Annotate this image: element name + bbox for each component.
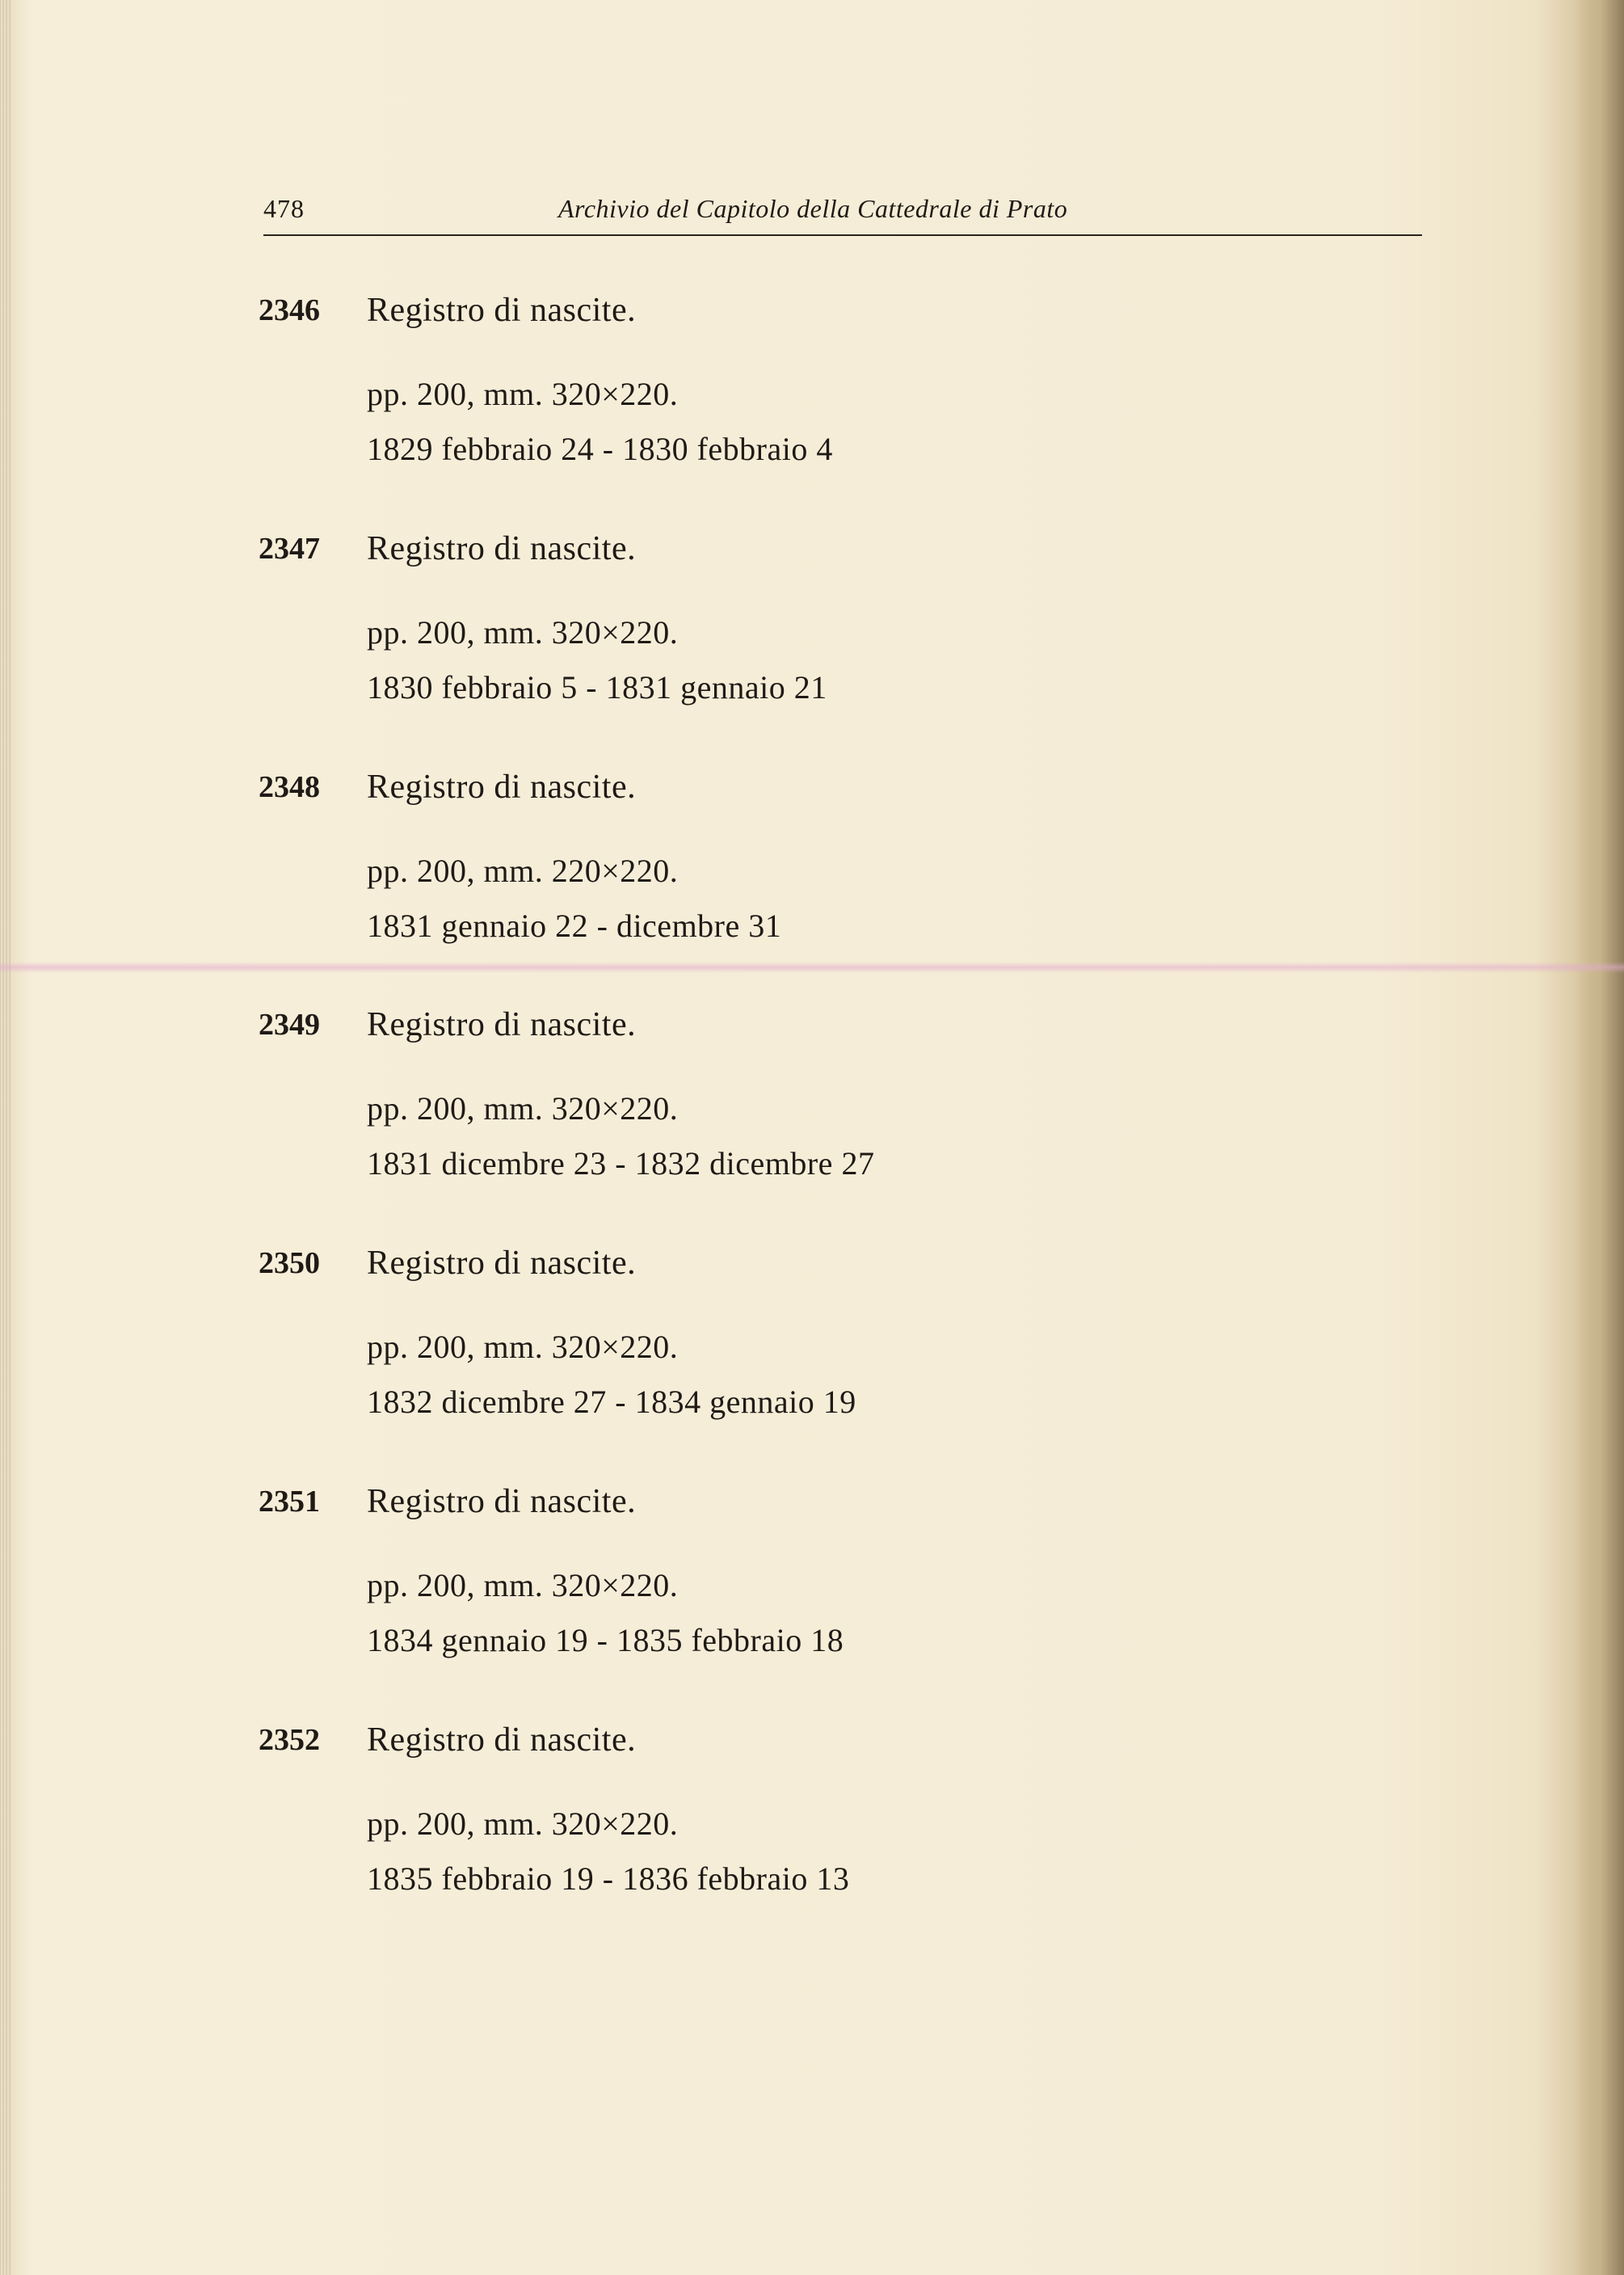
entry-description: pp. 200, mm. 320×220. (367, 1090, 679, 1127)
entry-number: 2349 (259, 1008, 320, 1042)
binding-edge (0, 0, 11, 2275)
page-number: 478 (263, 194, 305, 223)
catalog-entry (259, 293, 1067, 503)
running-head (263, 194, 1422, 236)
entry-number: 2351 (259, 1485, 320, 1519)
catalog-entry (259, 1007, 1067, 1217)
catalog-entry (259, 1245, 1067, 1456)
entry-title: Registro di nascite. (367, 1483, 637, 1520)
entry-number: 2348 (259, 770, 320, 804)
entry-number: 2347 (259, 532, 320, 566)
entry-number: 2346 (259, 293, 320, 327)
entry-description: pp. 200, mm. 320×220. (367, 1329, 679, 1365)
entry-dates: 1829 febbraio 24 - 1830 febbraio 4 (367, 431, 833, 467)
entry-description: pp. 200, mm. 220×220. (367, 853, 679, 889)
entry-description: pp. 200, mm. 320×220. (367, 1805, 679, 1842)
entry-title: Registro di nascite. (367, 1721, 637, 1759)
header-rule (263, 234, 1422, 236)
catalog-entry (259, 769, 1067, 980)
entry-dates: 1834 gennaio 19 - 1835 febbraio 18 (367, 1622, 844, 1658)
page-right-edge (1576, 0, 1624, 2275)
entry-number: 2350 (259, 1246, 320, 1280)
catalog-entry (259, 531, 1067, 741)
entry-title: Registro di nascite. (367, 1006, 637, 1043)
entry-title: Registro di nascite. (367, 292, 637, 329)
entry-title: Registro di nascite. (367, 530, 637, 567)
entry-dates: 1831 dicembre 23 - 1832 dicembre 27 (367, 1145, 875, 1182)
entry-number: 2352 (259, 1723, 320, 1757)
entry-description: pp. 200, mm. 320×220. (367, 376, 679, 412)
entry-dates: 1831 gennaio 22 - dicembre 31 (367, 908, 782, 944)
entry-title: Registro di nascite. (367, 1245, 637, 1282)
entry-dates: 1835 febbraio 19 - 1836 febbraio 13 (367, 1860, 850, 1897)
entry-title: Registro di nascite. (367, 769, 637, 806)
entry-description: pp. 200, mm. 320×220. (367, 1567, 679, 1603)
entry-description: pp. 200, mm. 320×220. (367, 614, 679, 651)
catalog-entry (259, 1722, 1067, 1932)
catalog-entry (259, 1484, 1067, 1694)
entry-dates: 1832 dicembre 27 - 1834 gennaio 19 (367, 1384, 856, 1420)
running-title: Archivio del Capitolo della Cattedrale di Prato (558, 194, 1068, 223)
entry-dates: 1830 febbraio 5 - 1831 gennaio 21 (367, 669, 827, 706)
